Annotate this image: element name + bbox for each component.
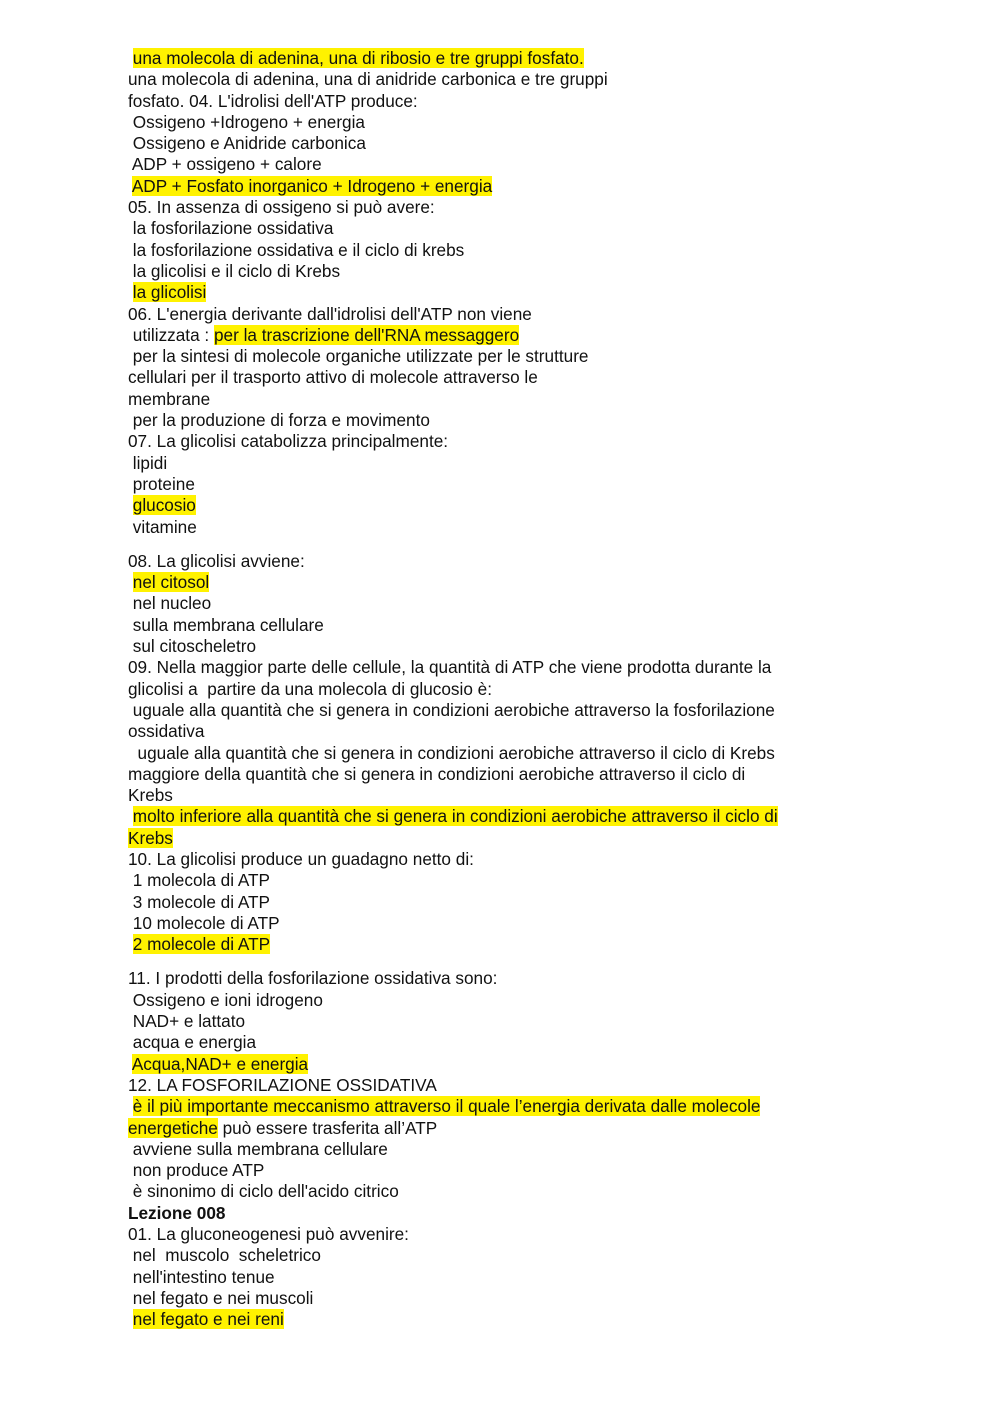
text-span: fosfato. 04. L'idrolisi dell'ATP produce: xyxy=(128,90,418,111)
text-line xyxy=(128,870,848,891)
text-line xyxy=(128,1288,848,1309)
text-span: 07. La glicolisi catabolizza principalmente: xyxy=(128,431,449,452)
highlighted-answer: la glicolisi xyxy=(132,282,207,303)
highlighted-answer: 2 molecole di ATP xyxy=(132,934,271,955)
text-span: ADP + ossigeno + calore xyxy=(128,154,322,175)
blank-line xyxy=(128,538,848,551)
highlighted-answer: nel citosol xyxy=(132,572,210,593)
text-line xyxy=(128,828,848,849)
text-span: lipidi xyxy=(128,452,168,473)
text-span: uguale alla quantità che si genera in condizioni aerobiche attraverso il ciclo di Krebs xyxy=(128,742,775,763)
text-line xyxy=(128,410,848,431)
section-heading xyxy=(128,1203,848,1224)
text-span: la fosforilazione ossidativa xyxy=(128,218,334,239)
text-span: glicolisi a partire da una molecola di glucosio è: xyxy=(128,678,493,699)
text-line xyxy=(128,700,848,721)
highlighted-answer: glucosio xyxy=(132,495,196,516)
text-span: 11. I prodotti della fosforilazione ossidativa sono: xyxy=(128,968,498,989)
text-span: per la sintesi di molecole organiche utilizzate per le strutture xyxy=(128,346,589,367)
text-line xyxy=(128,636,848,657)
text-line xyxy=(128,764,848,785)
text-line xyxy=(128,1118,848,1139)
text-span: utilizzata : xyxy=(128,324,214,345)
text-line xyxy=(128,615,848,636)
text-span: per la produzione di forza e movimento xyxy=(128,410,430,431)
text-line xyxy=(128,517,848,538)
text-line xyxy=(128,968,848,989)
text-line xyxy=(128,1032,848,1053)
text-line xyxy=(128,1139,848,1160)
text-span: 10. La glicolisi produce un guadagno netto di: xyxy=(128,848,474,869)
text-span: proteine xyxy=(128,473,195,494)
text-line xyxy=(128,218,848,239)
text-line xyxy=(128,572,848,593)
highlighted-answer: per la trascrizione dell'RNA messaggero xyxy=(213,324,520,345)
text-span: nel nucleo xyxy=(128,593,212,614)
highlighted-answer: energetiche xyxy=(128,1117,218,1138)
text-line xyxy=(128,197,848,218)
text-line xyxy=(128,474,848,495)
highlighted-answer: una molecola di adenina, una di ribosio e tre gruppi fosfato. xyxy=(132,48,584,68)
text-line xyxy=(128,453,848,474)
text-line xyxy=(128,240,848,261)
text-span: 12. LA FOSFORILAZIONE OSSIDATIVA xyxy=(128,1074,437,1095)
text-span: può essere trasferita all’ATP xyxy=(217,1117,438,1138)
document-page xyxy=(128,48,848,1331)
text-line xyxy=(128,304,848,325)
text-line xyxy=(128,657,848,678)
text-span: acqua e energia xyxy=(128,1032,257,1053)
text-line xyxy=(128,721,848,742)
text-span: Krebs xyxy=(128,785,173,806)
text-span: non produce ATP xyxy=(128,1160,265,1181)
text-span: sul citoscheletro xyxy=(128,636,257,657)
text-line xyxy=(128,679,848,700)
highlighted-answer: molto inferiore alla quantità che si genera in condizioni aerobiche attraverso il ciclo di xyxy=(132,806,778,827)
text-span: 09. Nella maggior parte delle cellule, la quantità di ATP che viene prodotta durante la xyxy=(128,657,772,678)
text-span: la glicolisi e il ciclo di Krebs xyxy=(128,260,341,281)
text-span: è sinonimo di ciclo dell'acido citrico xyxy=(128,1181,399,1202)
text-line xyxy=(128,593,848,614)
text-span: Lezione 008 xyxy=(128,1202,226,1223)
text-span: 05. In assenza di ossigeno si può avere: xyxy=(128,197,435,218)
text-span: avviene sulla membrana cellulare xyxy=(128,1138,388,1159)
highlighted-answer: è il più importante meccanismo attraverso il quale l’energia derivata dalle molecole xyxy=(132,1096,761,1117)
text-line xyxy=(128,282,848,303)
text-line xyxy=(128,69,848,90)
text-span: la fosforilazione ossidativa e il ciclo di krebs xyxy=(128,239,465,260)
text-line xyxy=(128,990,848,1011)
text-line xyxy=(128,325,848,346)
text-line xyxy=(128,367,848,388)
text-line xyxy=(128,48,848,69)
text-span: una molecola di adenina, una di anidride carbonica e tre gruppi xyxy=(128,69,608,90)
text-span: 10 molecole di ATP xyxy=(128,912,280,933)
text-span: cellulari per il trasporto attivo di molecole attraverso le xyxy=(128,367,538,388)
text-line xyxy=(128,1245,848,1266)
text-line xyxy=(128,934,848,955)
text-line xyxy=(128,785,848,806)
text-span: maggiore della quantità che si genera in condizioni aerobiche attraverso il ciclo di xyxy=(128,763,746,784)
text-line xyxy=(128,806,848,827)
highlighted-answer: Krebs xyxy=(128,827,173,848)
text-line xyxy=(128,913,848,934)
text-line xyxy=(128,1096,848,1117)
text-line xyxy=(128,1181,848,1202)
text-line xyxy=(128,112,848,133)
text-span: Ossigeno e Anidride carbonica xyxy=(128,133,366,154)
text-span: 3 molecole di ATP xyxy=(128,891,271,912)
text-line xyxy=(128,176,848,197)
text-span: 08. La glicolisi avviene: xyxy=(128,550,305,571)
text-line xyxy=(128,1224,848,1245)
text-line xyxy=(128,849,848,870)
text-span: 1 molecola di ATP xyxy=(128,870,271,891)
text-line xyxy=(128,133,848,154)
text-span: NAD+ e lattato xyxy=(128,1011,246,1032)
highlighted-answer: nel fegato e nei reni xyxy=(132,1309,284,1330)
text-span: vitamine xyxy=(128,516,197,537)
text-line xyxy=(128,346,848,367)
text-line xyxy=(128,154,848,175)
highlighted-answer: Acqua,NAD+ e energia xyxy=(131,1053,309,1074)
text-span: nel fegato e nei muscoli xyxy=(128,1287,314,1308)
text-line xyxy=(128,1011,848,1032)
highlighted-answer: ADP + Fosfato inorganico + Idrogeno + energia xyxy=(131,175,493,196)
text-span: Ossigeno e ioni idrogeno xyxy=(128,989,323,1010)
text-line xyxy=(128,1075,848,1096)
text-line xyxy=(128,743,848,764)
text-line xyxy=(128,261,848,282)
text-line xyxy=(128,1267,848,1288)
text-line xyxy=(128,389,848,410)
text-line xyxy=(128,495,848,516)
text-span: ossidativa xyxy=(128,721,205,742)
text-line xyxy=(128,1309,848,1330)
text-line xyxy=(128,1054,848,1075)
blank-line xyxy=(128,955,848,968)
text-span: Ossigeno +Idrogeno + energia xyxy=(128,111,365,132)
text-line xyxy=(128,431,848,452)
text-span: nel muscolo scheletrico xyxy=(128,1245,321,1266)
text-line xyxy=(128,1160,848,1181)
text-span: sulla membrana cellulare xyxy=(128,614,324,635)
text-line xyxy=(128,551,848,572)
text-line xyxy=(128,91,848,112)
text-line xyxy=(128,892,848,913)
text-span: nell'intestino tenue xyxy=(128,1266,275,1287)
text-span: 06. L'energia derivante dall'idrolisi dell'ATP non viene xyxy=(128,303,532,324)
text-span: membrane xyxy=(128,388,211,409)
text-span: uguale alla quantità che si genera in condizioni aerobiche attraverso la fosforilazione xyxy=(128,699,775,720)
text-span: 01. La gluconeogenesi può avvenire: xyxy=(128,1224,409,1245)
